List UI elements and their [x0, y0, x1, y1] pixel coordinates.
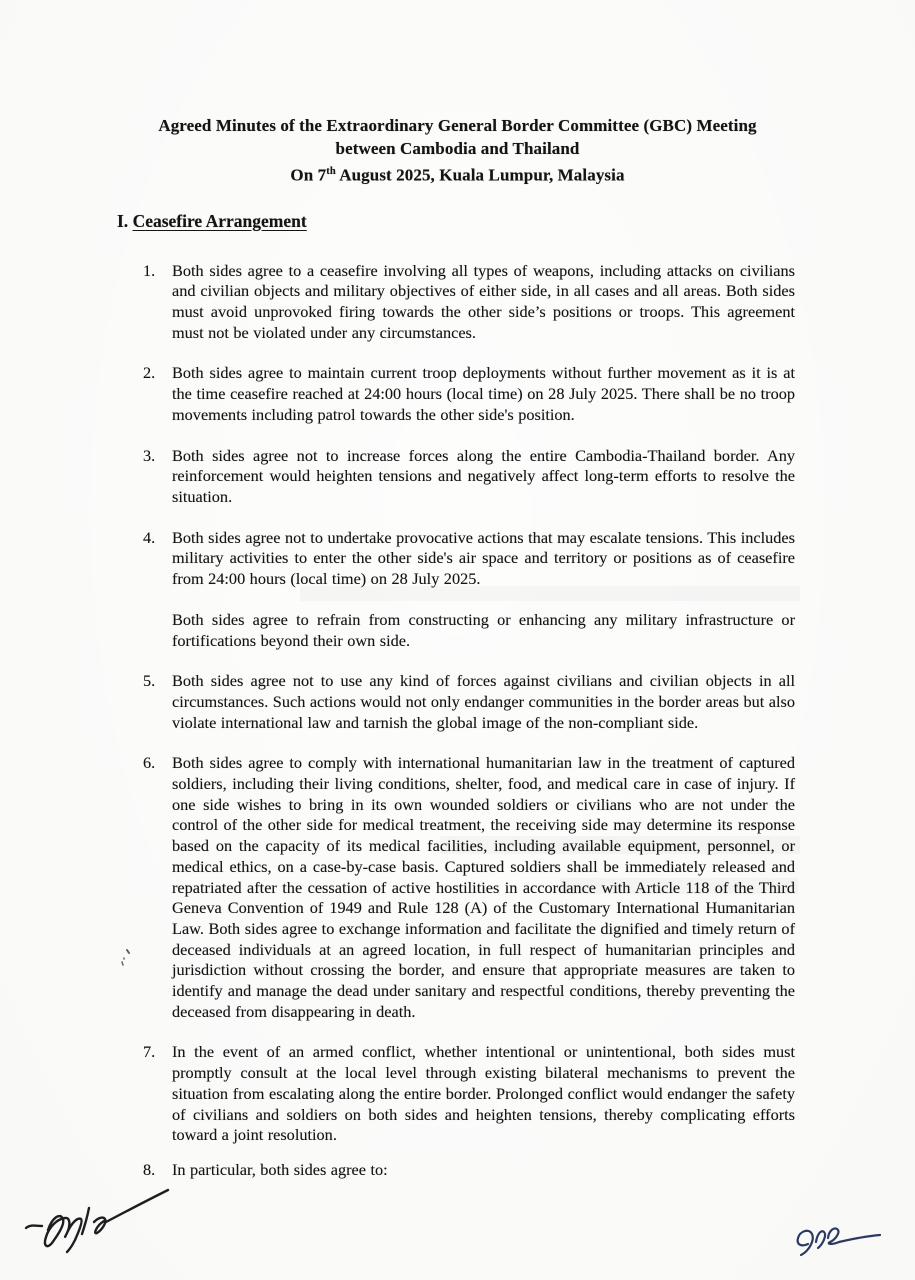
- item-continuation-text: Both sides agree to refrain from constructing or enhancing any military infrastructure or fortifications beyond their own side.: [172, 609, 795, 650]
- title-line-2: between Cambodia and Thailand: [335, 139, 580, 158]
- signature-left-initial: [20, 1182, 180, 1256]
- item-text: Both sides agree to comply with international humanitarian law in the treatment of captured soldiers, including their living conditions, shelter, food, and medical care in case of injury. If one side wishes to bring in its own wounded soldiers or civilians who are not under the control of the other side for medical treatment, the receiving side may determine its response based on the capacity of its medical facilities, including available equipment, personnel, or medical ethics, on a case-by-case basis. Captured soldiers shall be immediately released and repatriated after the cessation of active hostilities in accordance with Article 118 of the Third Geneva Convention of 1949 and Rule 128 (A) of the Customary International Humanitarian Law. Both sides agree to exchange information and facilitate the dignified and timely return of deceased individuals at an agreed location, in full respect of humanitarian principles and jurisdiction without crossing the border, and ensure that appropriate measures are taken to identify and manage the dead under sanitary and respectful conditions, thereby preventing the deceased from disappearing in death.: [172, 753, 795, 1021]
- item-number: 2.: [143, 363, 156, 383]
- numbered-list: [0, 261, 915, 1181]
- item-text: In particular, both sides agree to:: [172, 1159, 388, 1179]
- list-item: [143, 528, 795, 652]
- section-heading: [117, 211, 915, 232]
- list-item: [143, 671, 795, 733]
- list-item: [143, 446, 795, 508]
- item-text: Both sides agree not to use any kind of forces against civilians and civilian objects in all circumstances. Such actions would not only endanger communities in the border areas but also violate international law and tarnish the global image of the non-compliant side.: [172, 671, 795, 732]
- title-line-1: Agreed Minutes of the Extraordinary General Border Committee (GBC) Meeting: [158, 116, 757, 135]
- document-title: [0, 0, 915, 187]
- item-text: Both sides agree not to undertake provocative actions that may escalate tensions. This includes military activities to enter the other side's air space and territory or positions as of ceasefire from 24:00 hours (local time) on 28 July 2025.: [172, 527, 795, 589]
- list-item: [143, 363, 795, 425]
- item-text: Both sides agree not to increase forces along the entire Cambodia-Thailand border. Any reinforcement would heighten tensions and negatively affect long-term efforts to resolve the situation.: [172, 445, 795, 506]
- item-number: 7.: [143, 1042, 156, 1062]
- stray-ink-mark: [118, 944, 134, 972]
- list-item: [143, 1160, 795, 1181]
- item-text: Both sides agree to a ceasefire involving all types of weapons, including attacks on civilians and civilian objects and military objectives of either side, in all cases and all areas. Both sides must avoid unprovoked firing towards the other side’s positions or troops. This agreement must not be violated under any circumstances.: [172, 260, 795, 342]
- section-title: Ceasefire Arrangement: [132, 210, 307, 231]
- item-number: 1.: [143, 260, 156, 280]
- title-date-line: On 7th August 2025, Kuala Lumpur, Malaysia: [290, 165, 625, 185]
- item-number: 6.: [143, 753, 156, 773]
- section-number: I.: [117, 210, 129, 231]
- item-number: 5.: [143, 671, 156, 691]
- item-number: 8.: [143, 1159, 156, 1179]
- signature-right-initial: [782, 1214, 884, 1260]
- list-item: [143, 1042, 795, 1146]
- item-text: Both sides agree to maintain current troop deployments without further movement as it is at the time ceasefire reached at 24:00 hours (local time) on 28 July 2025. There shall be no troop movements including patrol towards the other side's position.: [172, 363, 795, 424]
- item-number: 3.: [143, 445, 156, 465]
- list-item: [143, 753, 795, 1022]
- item-number: 4.: [143, 527, 156, 547]
- ordinal-superscript: th: [326, 166, 336, 177]
- list-item: [143, 261, 795, 344]
- item-text: In the event of an armed conflict, whether intentional or unintentional, both sides must promptly consult at the local level through existing bilateral mechanisms to prevent the situation from escalating along the entire border. Prolonged conflict would endanger the safety of civilians and soldiers on both sides and heighten tensions, thereby complicating efforts toward a joint resolution.: [172, 1042, 795, 1145]
